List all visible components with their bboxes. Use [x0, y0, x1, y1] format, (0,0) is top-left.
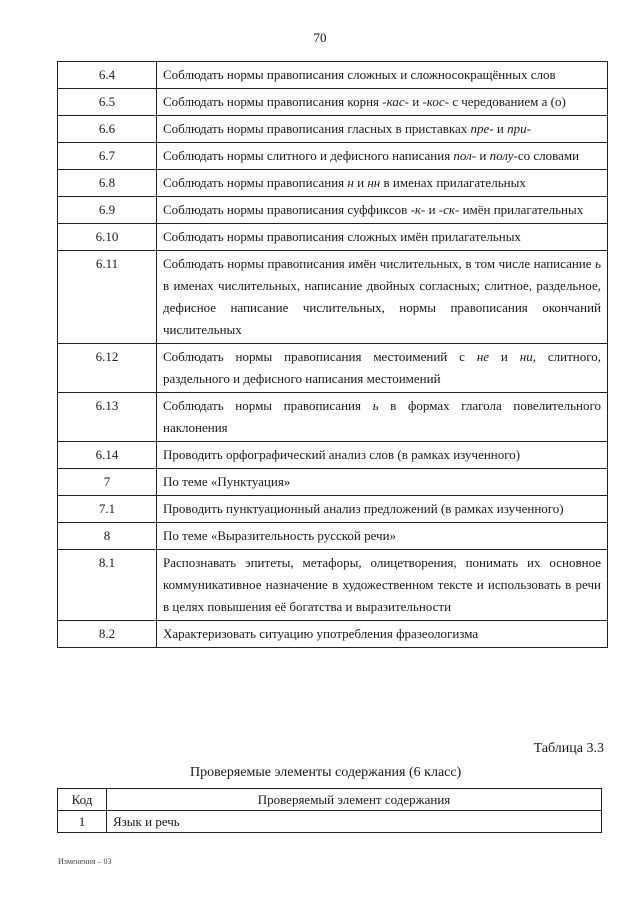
row-description — [157, 442, 608, 469]
italic-fragment: -ск- — [438, 202, 460, 217]
text-fragment: Соблюдать нормы правописания суффиксов — [163, 202, 411, 217]
row-element: Язык и речь — [107, 811, 602, 833]
text-fragment: Соблюдать нормы слитного и дефисного написания — [163, 148, 454, 163]
row-code: 6.9 — [58, 197, 157, 224]
text-fragment: и — [425, 202, 439, 217]
table-row — [58, 170, 608, 197]
row-code: 6.5 — [58, 89, 157, 116]
table-row — [58, 116, 608, 143]
text-fragment: Соблюдать нормы правописания — [163, 175, 348, 190]
text-fragment: и — [493, 121, 508, 136]
table-row — [58, 224, 608, 251]
row-code: 6.6 — [58, 116, 157, 143]
table-row — [58, 811, 602, 833]
table-row — [58, 143, 608, 170]
text-fragment: Проводить пунктуационный анализ предложений (в рамках изученного) — [163, 501, 564, 516]
text-fragment: Соблюдать нормы правописания сложных и сложносокращённых слов — [163, 67, 556, 82]
table-row — [58, 523, 608, 550]
text-fragment: со словами — [517, 148, 580, 163]
row-description — [157, 62, 608, 89]
italic-fragment: ь — [595, 256, 601, 271]
table-row — [58, 251, 608, 344]
italic-fragment: полу- — [489, 148, 518, 163]
text-fragment: и — [408, 94, 423, 109]
italic-fragment: -кас- — [382, 94, 409, 109]
text-fragment: Характеризовать ситуацию употребления фразеологизма — [163, 626, 479, 641]
text-fragment: , слитного, раздельного и дефисного написания местоимений — [163, 349, 601, 386]
table-row — [58, 621, 608, 648]
table-row — [58, 442, 608, 469]
text-fragment: Соблюдать нормы правописания гласных в приставках — [163, 121, 471, 136]
text-fragment: Соблюдать нормы правописания имён числительных, в том числе написание — [163, 256, 596, 271]
table-caption: Таблица 3.3 — [533, 741, 604, 756]
italic-fragment: при- — [507, 121, 531, 136]
table-row — [58, 197, 608, 224]
row-code: 8 — [58, 523, 157, 550]
row-code: 6.10 — [58, 224, 157, 251]
text-fragment: имён прилагательных — [459, 202, 584, 217]
text-fragment: в именах прилагательных — [380, 175, 526, 190]
header-code: Код — [58, 789, 107, 811]
row-description — [157, 89, 608, 116]
text-fragment: и — [353, 175, 368, 190]
italic-fragment: пре- — [470, 121, 494, 136]
row-description — [157, 550, 608, 621]
text-fragment: Соблюдать нормы правописания местоимений с — [163, 349, 477, 364]
text-fragment: Соблюдать нормы правописания сложных имён прилагательных — [163, 229, 521, 244]
page-number: 70 — [313, 30, 327, 45]
text-fragment: Распознавать эпитеты, метафоры, олицетворения, понимать их основное коммуникативное назначение в художественном тексте и использовать в речи в целях повышения её богатства и выразительности — [163, 555, 601, 614]
row-code: 7 — [58, 469, 157, 496]
row-description — [157, 143, 608, 170]
table-title: Проверяемые элементы содержания (6 класс) — [190, 765, 462, 780]
text-fragment: Проводить орфографический анализ слов (в рамках изученного) — [163, 447, 521, 462]
text-fragment: По теме «Пунктуация» — [163, 474, 291, 489]
row-code: 6.4 — [58, 62, 157, 89]
row-description — [157, 621, 608, 648]
text-fragment: в формах глагола повелительного наклонения — [163, 398, 601, 435]
text-fragment: Соблюдать нормы правописания — [163, 398, 373, 413]
table-row — [58, 62, 608, 89]
row-description — [157, 393, 608, 442]
text-fragment: в именах числительных, написание двойных согласных; слитное, раздельное, дефисное написание числительных, нормы правописания окончаний числительных — [163, 278, 601, 337]
table-row — [58, 89, 608, 116]
text-fragment: Соблюдать нормы правописания корня — [163, 94, 383, 109]
text-fragment: и — [489, 349, 520, 364]
row-description — [157, 496, 608, 523]
row-description — [157, 469, 608, 496]
row-description — [157, 224, 608, 251]
row-code: 6.14 — [58, 442, 157, 469]
row-description — [157, 170, 608, 197]
row-description — [157, 523, 608, 550]
italic-fragment: ь — [372, 398, 379, 413]
row-code: 8.1 — [58, 550, 157, 621]
text-fragment: с чередованием а (о) — [448, 94, 566, 109]
header-element: Проверяемый элемент содержания — [107, 789, 602, 811]
requirements-table — [57, 61, 608, 648]
row-description — [157, 251, 608, 344]
table-header-row — [58, 789, 602, 811]
row-code: 8.2 — [58, 621, 157, 648]
italic-fragment: -кос- — [422, 94, 449, 109]
italic-fragment: не — [476, 349, 490, 364]
row-code: 6.12 — [58, 344, 157, 393]
text-fragment: По теме «Выразительность русской речи» — [163, 528, 397, 543]
table-row — [58, 393, 608, 442]
row-code: 1 — [58, 811, 107, 833]
row-code: 7.1 — [58, 496, 157, 523]
row-code: 6.7 — [58, 143, 157, 170]
table-row — [58, 550, 608, 621]
row-code: 6.13 — [58, 393, 157, 442]
row-code: 6.8 — [58, 170, 157, 197]
italic-fragment: пол- — [453, 148, 477, 163]
text-fragment: и — [476, 148, 490, 163]
table-row — [58, 344, 608, 393]
row-code: 6.11 — [58, 251, 157, 344]
italic-fragment: ни — [519, 349, 533, 364]
content-elements-table — [57, 788, 602, 833]
italic-fragment: -к- — [410, 202, 426, 217]
italic-fragment: нн — [367, 175, 381, 190]
table-row — [58, 496, 608, 523]
row-description — [157, 344, 608, 393]
footer-note: Изменения – 03 — [58, 857, 112, 866]
row-description — [157, 116, 608, 143]
row-description — [157, 197, 608, 224]
table-row — [58, 469, 608, 496]
italic-fragment: н — [347, 175, 354, 190]
